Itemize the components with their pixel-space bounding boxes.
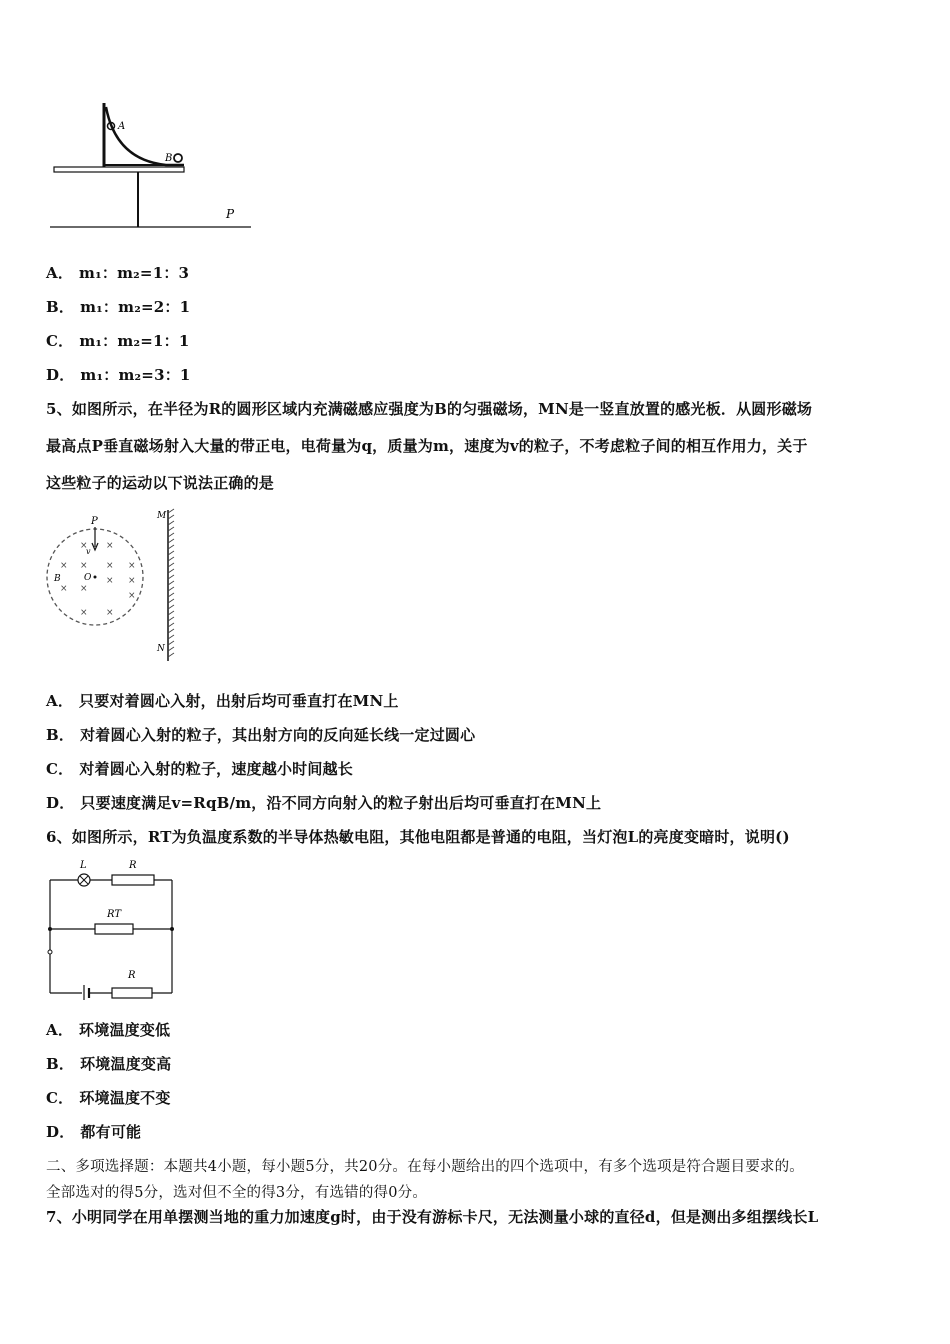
field-cross: ×: [128, 576, 136, 586]
field-cross: ×: [106, 576, 114, 586]
q5-option-d[interactable]: D． 只要速度满足v=RqB/m，沿不同方向射入的粒子射出后均可垂直打在MN上: [46, 794, 602, 812]
field-cross: ×: [106, 561, 114, 571]
section-2-note: 全部选对的得5分，选对但不全的得3分，有选错的得0分。: [46, 1185, 428, 1201]
label-l: L: [80, 860, 87, 871]
field-cross: ×: [80, 608, 88, 618]
q5-stem-line-3: 这些粒子的运动以下说法正确的是: [46, 474, 275, 492]
label-n: N: [157, 644, 165, 654]
q5-option-a[interactable]: A． 只要对着圆心入射，出射后均可垂直打在MN上: [46, 692, 399, 710]
q4-option-b[interactable]: B． m₁：m₂=2：1: [46, 298, 191, 316]
field-cross: ×: [106, 608, 114, 618]
q4-option-a[interactable]: A． m₁：m₂=1：3: [46, 264, 190, 282]
label-p: P: [91, 516, 98, 527]
q5-option-b[interactable]: B． 对着圆心入射的粒子，其出射方向的反向延长线一定过圆心: [46, 726, 476, 744]
label-p: P: [226, 207, 235, 221]
section-2-heading: 二、多项选择题：本题共4小题，每小题5分，共20分。在每小题给出的四个选项中，有多个选项是符合题目要求的。: [46, 1159, 804, 1175]
label-b: B: [54, 574, 61, 584]
q6-option-d[interactable]: D． 都有可能: [46, 1123, 142, 1141]
ball-b: [174, 154, 182, 162]
field-cross: ×: [60, 561, 68, 571]
thermistor-rt: [95, 924, 133, 934]
field-cross: ×: [80, 584, 88, 594]
label-r-bottom: R: [128, 970, 136, 981]
q6-option-a[interactable]: A． 环境温度变低: [46, 1021, 171, 1039]
label-m: M: [157, 511, 167, 521]
field-cross: ×: [80, 561, 88, 571]
q5-figure: [40, 505, 190, 665]
field-cross: ×: [128, 561, 136, 571]
q5-stem-line-2: 最高点P垂直磁场射入大量的带正电，电荷量为q，质量为m，速度为v的粒子，不考虑粒子间的相互作用力，关于: [46, 437, 808, 455]
label-r-top: R: [129, 860, 137, 871]
field-cross: ×: [128, 591, 136, 601]
q4-figure: [46, 95, 261, 235]
q5-stem-line-1: 5、如图所示，在半径为R的圆形区域内充满磁感应强度为B的匀强磁场，MN是一竖直放置的感光板．从圆形磁场: [46, 400, 813, 418]
q4-option-c[interactable]: C． m₁：m₂=1：1: [46, 332, 190, 350]
label-rt: RT: [107, 909, 122, 920]
q7-stem: 7、小明同学在用单摆测当地的重力加速度g时，由于没有游标卡尺，无法测量小球的直径d，但是测出多组摆线长L: [46, 1208, 819, 1226]
label-b: B: [165, 153, 173, 164]
label-v: v: [86, 547, 91, 556]
resistor-r-top: [112, 875, 154, 885]
center-point: [94, 576, 97, 579]
label-o: O: [84, 573, 92, 583]
q6-option-b[interactable]: B． 环境温度变高: [46, 1055, 172, 1073]
q4-option-d[interactable]: D． m₁：m₂=3：1: [46, 366, 191, 384]
field-cross: ×: [80, 541, 88, 551]
field-cross: ×: [60, 584, 68, 594]
field-cross: ×: [106, 541, 114, 551]
q5-option-c[interactable]: C． 对着圆心入射的粒子，速度越小时间越长: [46, 760, 353, 778]
q6-option-c[interactable]: C． 环境温度不变: [46, 1089, 171, 1107]
q6-stem: 6、如图所示，RT为负温度系数的半导体热敏电阻，其他电阻都是普通的电阻，当灯泡L的亮度变暗时，说明(): [46, 828, 790, 846]
label-a: A: [118, 121, 126, 132]
resistor-r-bottom: [112, 988, 152, 998]
q6-circuit-figure: [40, 855, 185, 1000]
